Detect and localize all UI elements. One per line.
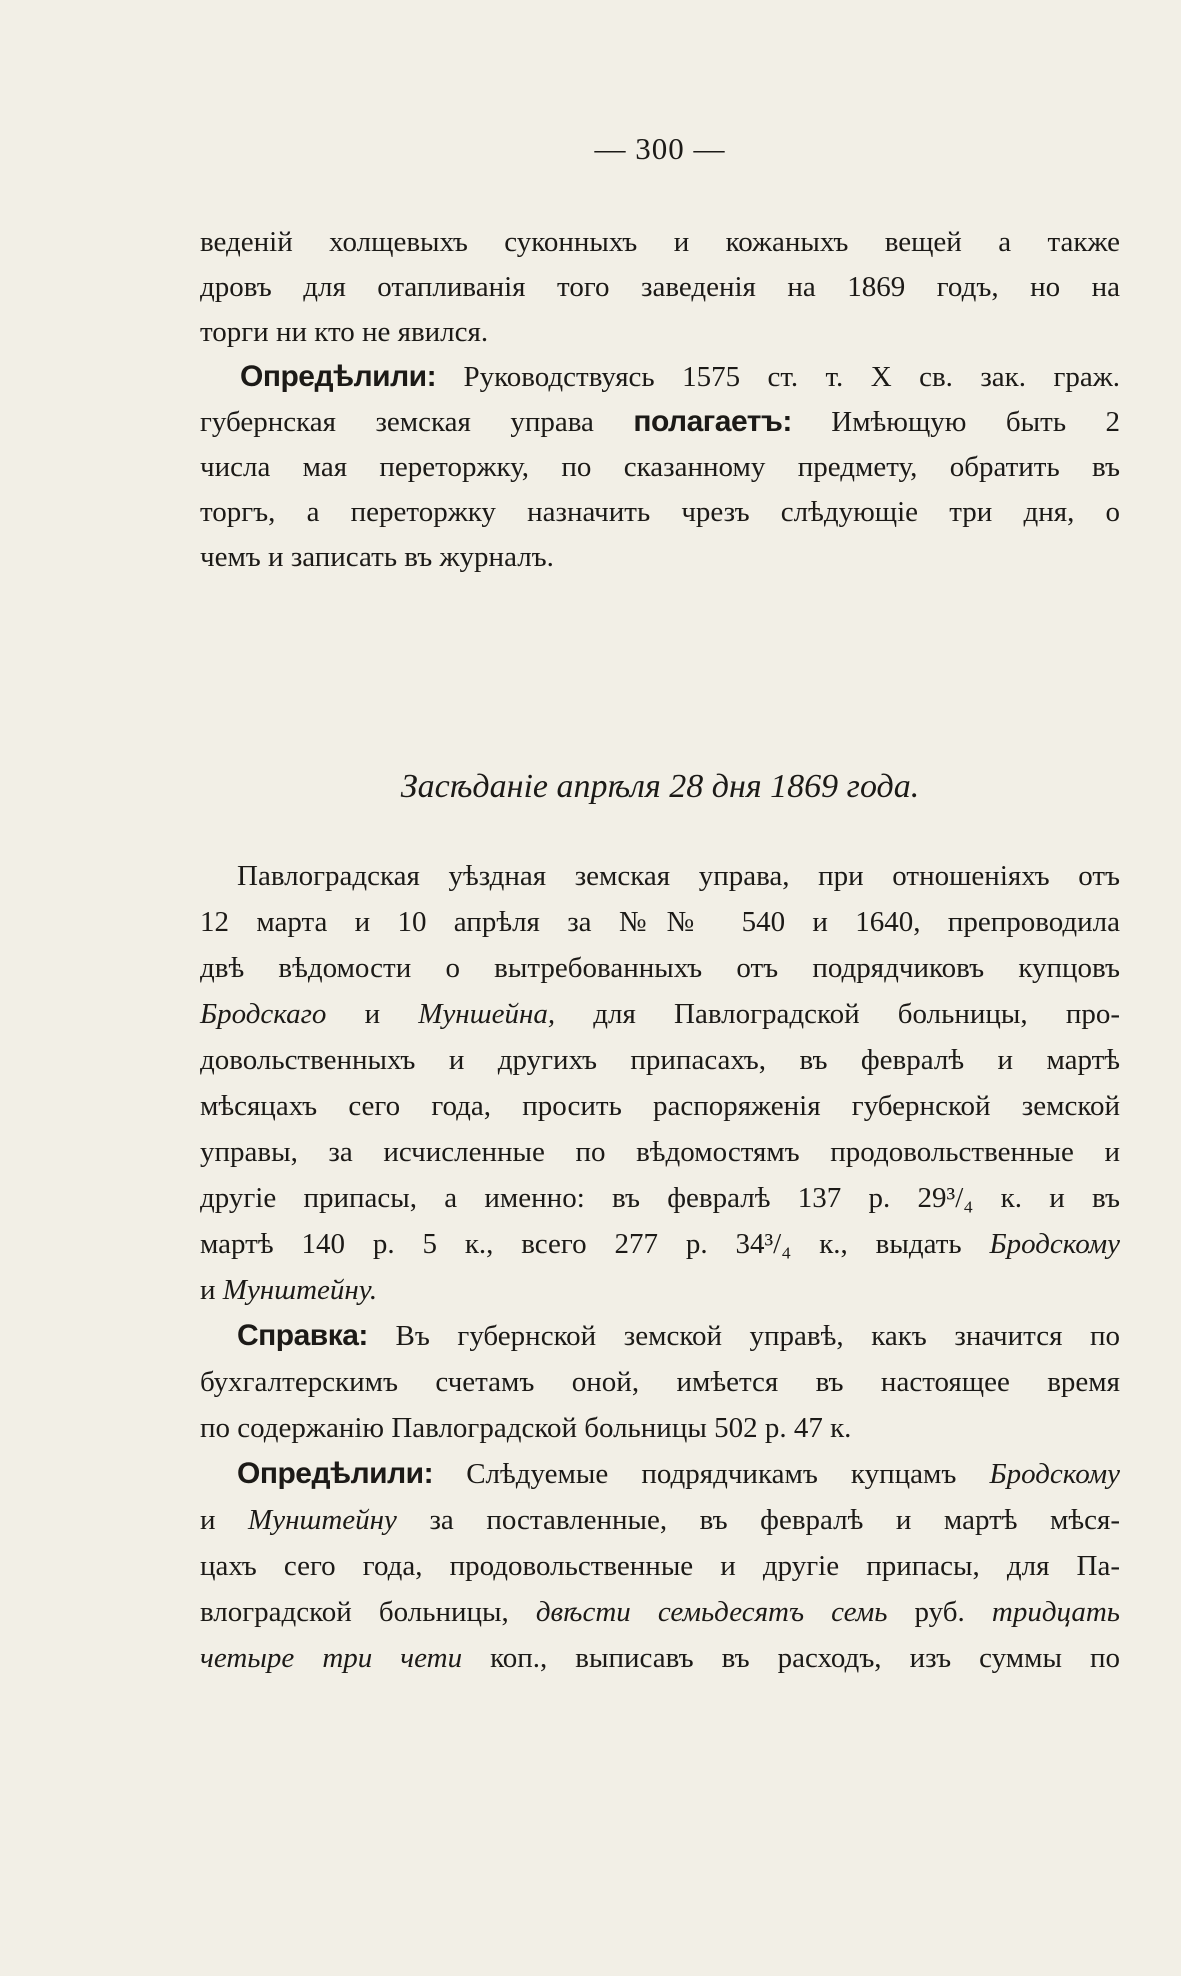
text-line: другіе припасы, а именно: въ февралѣ 137 р. 29³/₄ к. и въ — [200, 1182, 1120, 1214]
session-heading: Засѣданіе апрѣля 28 дня 1869 года. — [400, 768, 920, 805]
amount-words: двѣсти семьдесятъ семь — [535, 1596, 888, 1628]
text-line: чемъ и записать въ журналъ. — [200, 541, 554, 573]
text-line: дровъ для отапливанія того заведенія на 1869 годъ, но на — [200, 271, 1120, 303]
reference-line — [200, 1316, 1120, 1356]
text-span: и — [200, 1504, 249, 1536]
merchant-name: Бродскому — [989, 1228, 1120, 1260]
text-line: торгъ, а переторжку назначить чрезъ слѣдующіе три дня, о — [200, 496, 1120, 528]
text-span: мартѣ 140 р. 5 к., всего 277 р. 34³/₄ к., выдать — [200, 1228, 990, 1260]
resolution-line — [200, 357, 1120, 397]
merchant-name: Мунштейну. — [222, 1274, 378, 1306]
text-line — [200, 1592, 1120, 1632]
text-line: двѣ вѣдомости о вытребованныхъ отъ подрядчиковъ купцовъ — [200, 952, 1120, 984]
text-line — [200, 994, 1120, 1034]
text-line — [200, 1224, 1120, 1264]
text-line: торги ни кто не явился. — [200, 316, 489, 348]
text-span: для Павлоградской больницы, про- — [555, 998, 1120, 1030]
text-span: и — [326, 998, 419, 1030]
text-span: за поставленные, въ февралѣ и мартѣ мѣся- — [396, 1504, 1120, 1536]
resolution-label: Опредѣлили: — [237, 1457, 434, 1490]
text-line: по содержанію Павлоградской больницы 502 р. 47 к. — [200, 1412, 852, 1444]
decision-label: полагаетъ: — [633, 405, 792, 438]
merchant-name: Мунштейну — [248, 1504, 397, 1536]
text-span: влоградской больницы, — [200, 1596, 536, 1628]
resolution-line — [200, 1454, 1120, 1494]
amount-words: четыре три чети — [200, 1642, 463, 1674]
text-line — [200, 1638, 1120, 1678]
merchant-name: Бродскому — [989, 1458, 1120, 1490]
text-span: Въ губернской земской управѣ, какъ значится по — [367, 1320, 1120, 1352]
text-line — [200, 1270, 1120, 1310]
reference-label: Справка: — [237, 1319, 368, 1352]
text-line: 12 марта и 10 апрѣля за №№ 540 и 1640, препроводила — [200, 906, 1120, 938]
merchant-name: Муншейна, — [418, 998, 556, 1030]
text-span: Имѣющую быть 2 — [791, 406, 1120, 438]
text-line: довольственныхъ и другихъ припасахъ, въ февралѣ и мартѣ — [200, 1044, 1120, 1076]
text-line: бухгалтерскимъ счетамъ оной, имѣется въ настоящее время — [200, 1366, 1120, 1398]
text-line — [200, 1500, 1120, 1540]
merchant-name: Бродскаго — [200, 998, 327, 1030]
text-span: руб. — [887, 1596, 992, 1628]
text-span: Слѣдуемые подрядчикамъ купцамъ — [433, 1458, 990, 1490]
text-line: цахъ сего года, продовольственные и другіе припасы, для Па- — [200, 1550, 1120, 1582]
text-span: губернская земская управа — [200, 406, 634, 438]
text-line: Павлоградская уѣздная земская управа, при отношеніяхъ отъ — [237, 860, 1120, 892]
text-line: веденій холщевыхъ суконныхъ и кожаныхъ вещей а также — [200, 226, 1120, 258]
text-span: и — [200, 1274, 223, 1306]
text-line — [200, 402, 1120, 442]
resolution-label: Опредѣлили: — [240, 360, 437, 393]
text-line: управы, за исчисленные по вѣдомостямъ продовольственные и — [200, 1136, 1120, 1168]
text-span: Руководствуясь 1575 ст. т. X св. зак. граж. — [436, 361, 1120, 393]
text-span: коп., выписавъ въ расходъ, изъ суммы по — [462, 1642, 1120, 1674]
page-number: — 300 — — [594, 131, 726, 166]
text-line: числа мая переторжку, по сказанному предмету, обратить въ — [200, 451, 1120, 483]
amount-words: тридцать — [991, 1596, 1120, 1628]
text-line: мѣсяцахъ сего года, просить распоряженія губернской земской — [200, 1090, 1120, 1122]
